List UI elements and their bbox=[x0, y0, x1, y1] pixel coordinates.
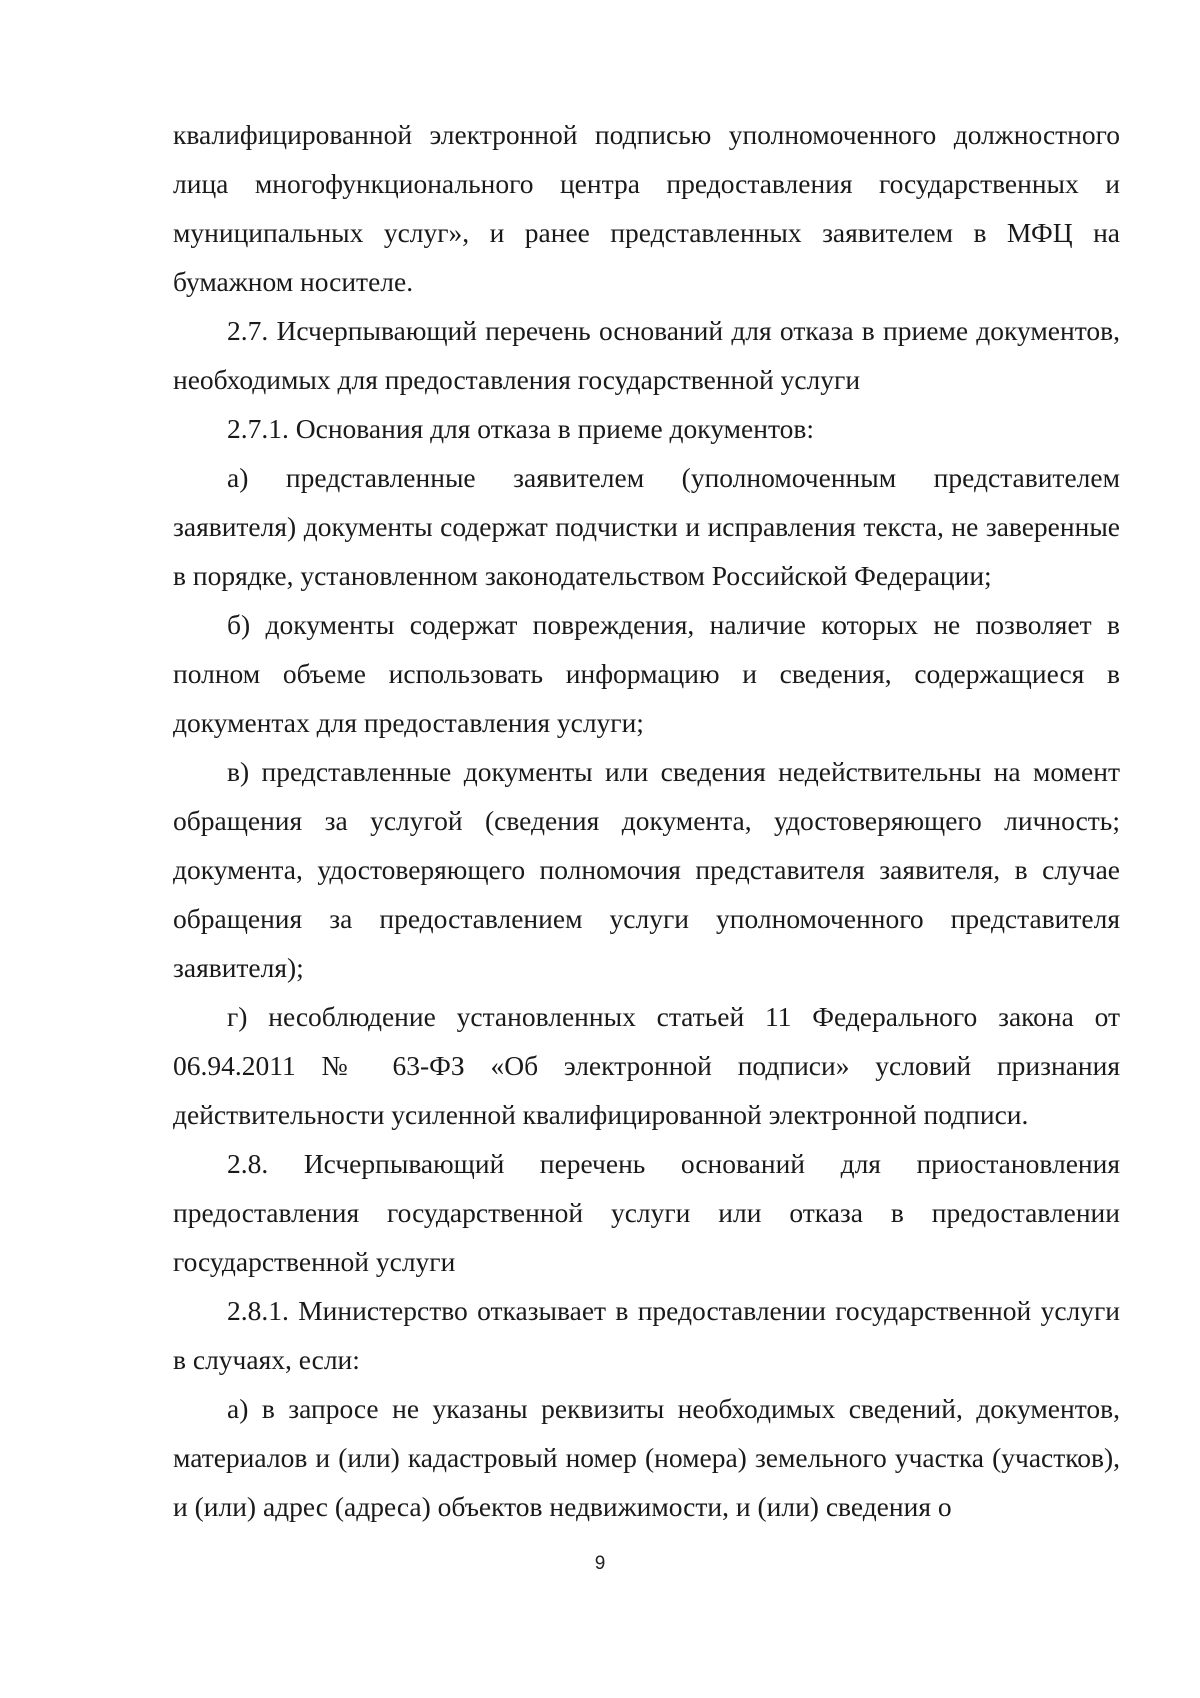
document-body bbox=[173, 110, 1120, 1531]
paragraph-2-7-1: 2.7.1. Основания для отказа в приеме документов: bbox=[227, 413, 814, 444]
paragraph-2-8-1: 2.8.1. Министерство отказывает в предоставлении государственной услуги в случаях, если: bbox=[173, 1295, 1120, 1375]
paragraph-2-7-1-g: г) несоблюдение установленных статьей 11 Федерального закона от 06.94.2011 № 63-ФЗ «Об электронной подписи» условий признания действительности усиленной квалифицированной электронной подписи. bbox=[173, 1001, 1120, 1130]
paragraph-continuation: квалифицированной электронной подписью уполномоченного должностного лица многофункционального центра предоставления государственных и муниципальных услуг», и ранее представленных заявителем в МФЦ на бумажном носителе. bbox=[173, 119, 1120, 297]
paragraph-2-8-heading: 2.8. Исчерпывающий перечень оснований для приостановления предоставления государственной услуги или отказа в предоставлении государственной услуги bbox=[173, 1148, 1120, 1277]
paragraph-2-7-1-a: а) представленные заявителем (уполномоченным представителем заявителя) документы содержат подчистки и исправления текста, не заверенные в порядке, установленном законодательством Российской Федерации; bbox=[173, 462, 1120, 591]
paragraph-2-7-1-b: б) документы содержат повреждения, наличие которых не позволяет в полном объеме использовать информацию и сведения, содержащиеся в документах для предоставления услуги; bbox=[173, 609, 1120, 738]
paragraph-2-8-1-a: а) в запросе не указаны реквизиты необходимых сведений, документов, материалов и (или) кадастровый номер (номера) земельного участка (участков), и (или) адрес (адреса) объектов недвижимости, и (или) сведения о bbox=[173, 1393, 1120, 1522]
page-number: 9 bbox=[594, 1553, 606, 1574]
paragraph-2-7-1-v: в) представленные документы или сведения недействительны на момент обращения за услугой (сведения документа, удостоверяющего личность; документа, удостоверяющего полномочия представителя заявителя, в случае обращения за предоставлением услуги уполномоченного представителя заявителя); bbox=[173, 756, 1120, 983]
paragraph-2-7-heading: 2.7. Исчерпывающий перечень оснований для отказа в приеме документов, необходимых для предоставления государственной услуги bbox=[173, 315, 1120, 395]
